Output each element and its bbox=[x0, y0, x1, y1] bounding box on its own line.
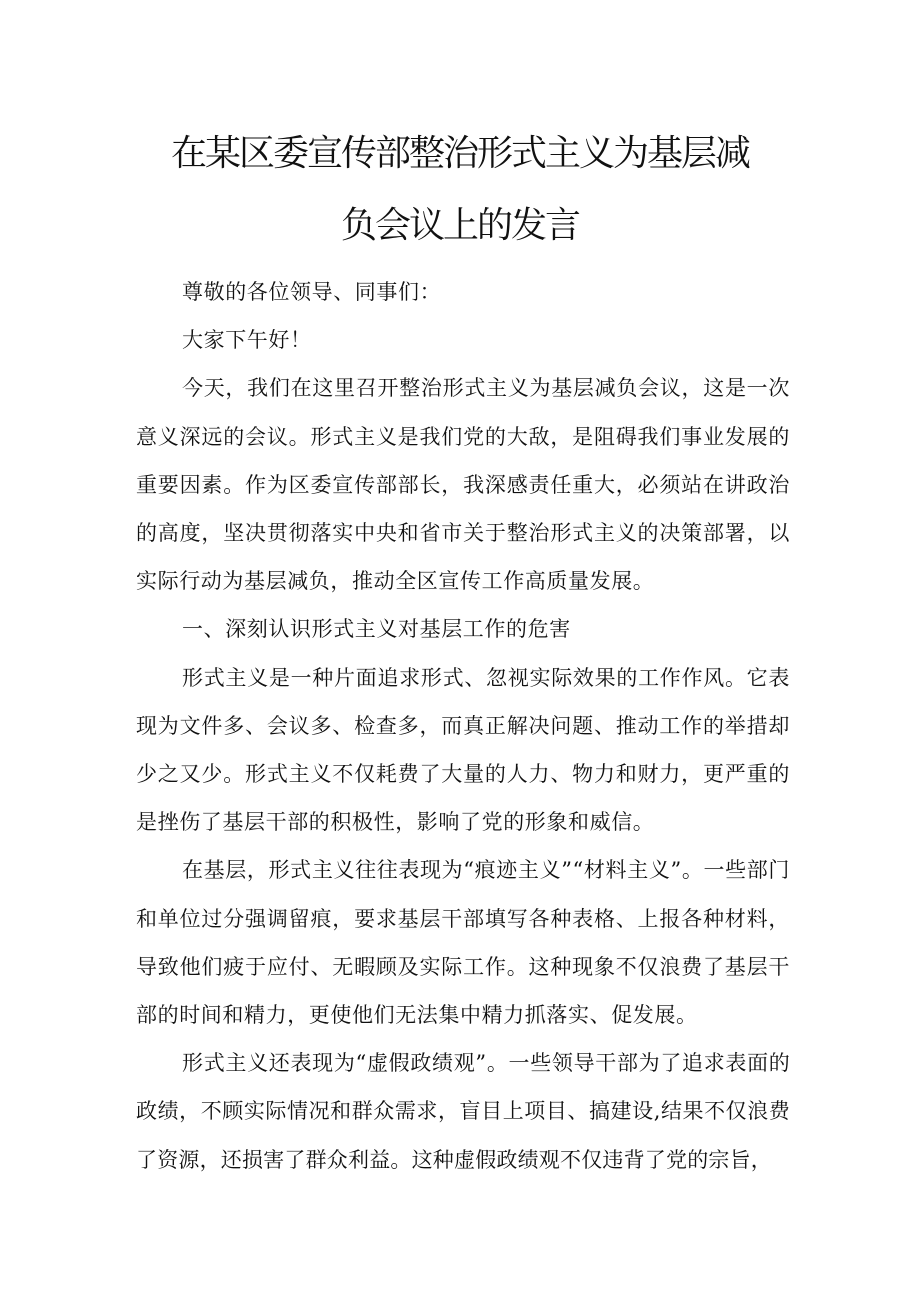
section1-paragraph-2: 在基层，形式主义往往表现为“痕迹主义”“材料主义”。一些部门和单位过分强调留痕，要求基层干部填写各种表格、上报各种材料，导致他们疲于应付、无暇顾及实际工作。这种现象不仅浪费了基层干部的时间和精力，更使他们无法集中精力抓落实、促发展。 bbox=[136, 858, 790, 1028]
greeting: 大家下午好！ bbox=[182, 328, 312, 353]
salutation: 尊敬的各位领导、同事们： bbox=[182, 280, 442, 304]
document-title-line-2: 负会议上的发言 bbox=[340, 205, 579, 246]
intro-paragraph: 今天，我们在这里召开整治形式主义为基层减负会议，这是一次意义深远的会议。形式主义是我们党的大敌，是阻碍我们事业发展的重要因素。作为区委宣传部部长，我深感责任重大，必须站在讲政治的高度，坚决贯彻落实中央和省市关于整治形式主义的决策部署，以实际行动为基层减负，推动全区宣传工作高质量发展。 bbox=[136, 376, 790, 594]
document-body bbox=[136, 268, 790, 1184]
section-heading-1: 一、深刻认识形式主义对基层工作的危害 bbox=[182, 617, 571, 642]
section1-paragraph-3: 形式主义还表现为“虚假政绩观”。一些领导干部为了追求表面的政绩，不顾实际情况和群众需求，盲目上项目、搞建设,结果不仅浪费了资源，还损害了群众利益。这种虚假政绩观不仅违背了党的宗旨， bbox=[136, 1051, 790, 1172]
section1-paragraph-1: 形式主义是一种片面追求形式、忽视实际效果的工作作风。它表现为文件多、会议多、检查多，而真正解决问题、推动工作的举措却少之又少。形式主义不仅耗费了大量的人力、物力和财力，更严重的是挫伤了基层干部的积极性，影响了党的形象和威信。 bbox=[136, 665, 790, 835]
document-title-line-1: 在某区委宣传部整治形式主义为基层减 bbox=[170, 133, 749, 174]
